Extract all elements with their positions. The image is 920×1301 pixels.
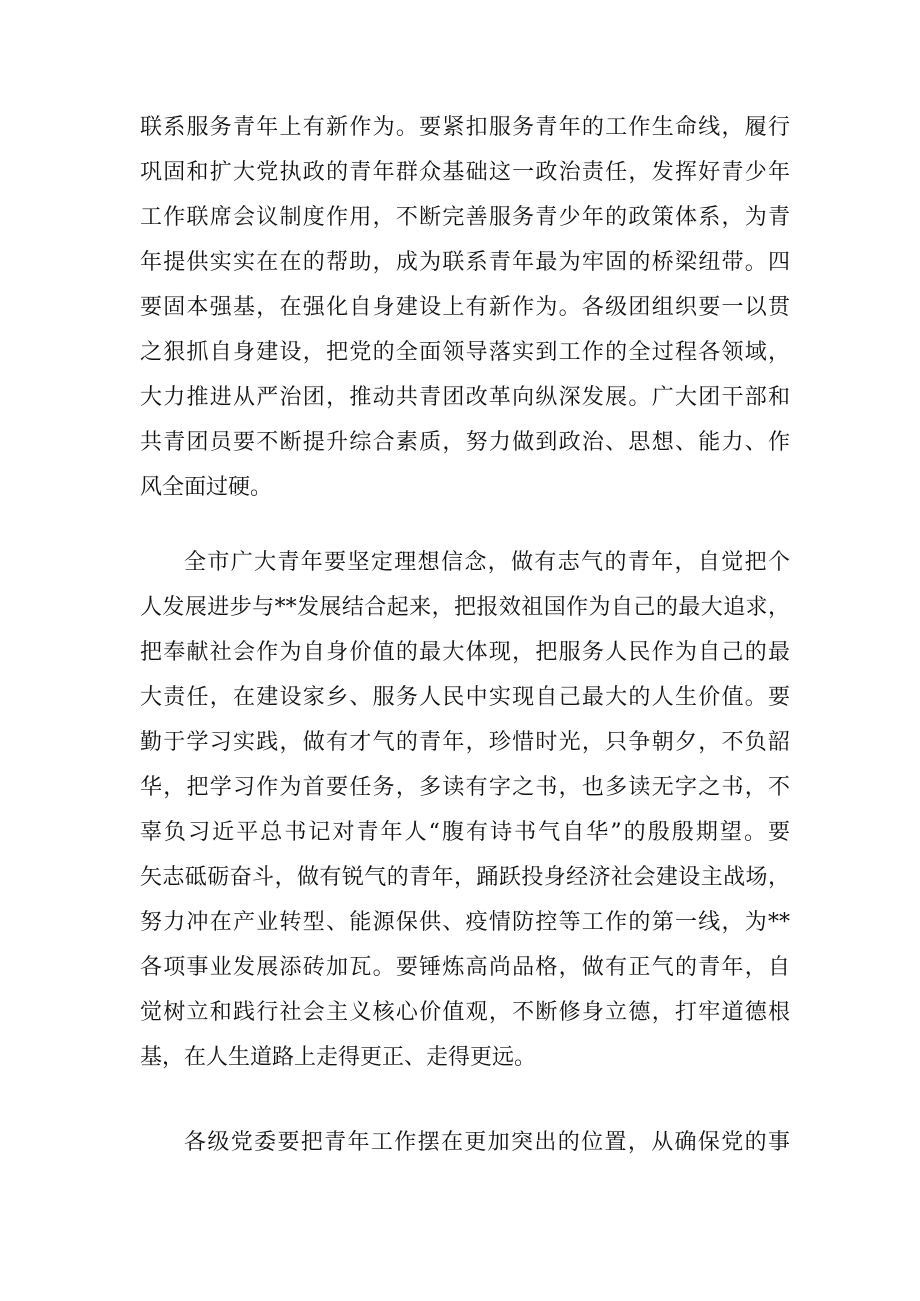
text-line: 华，把学习作为首要任务，多读有字之书，也多读无字之书，不 <box>140 775 790 800</box>
text-line: 全市广大青年要坚定理想信念，做有志气的青年，自觉把个 <box>184 550 790 575</box>
text-line: 觉树立和践行社会主义核心价值观，不断修身立德，打牢道德根 <box>140 1000 790 1025</box>
text-line: 各级党委要把青年工作摆在更加突出的位置，从确保党的事 <box>184 1130 790 1155</box>
text-line: 勤于学习实践，做有才气的青年，珍惜时光，只争朝夕，不负韶 <box>140 730 790 755</box>
text-line: 风全面过硬。 <box>140 475 273 500</box>
text-line: 大责任，在建设家乡、服务人民中实现自己最大的人生价值。要 <box>140 685 790 710</box>
text-line: 共青团员要不断提升综合素质，努力做到政治、思想、能力、作 <box>140 430 790 455</box>
text-line: 工作联席会议制度作用，不断完善服务青少年的政策体系，为青 <box>140 205 790 230</box>
text-line: 基，在人生道路上走得更正、走得更远。 <box>140 1045 537 1070</box>
text-line: 年提供实实在在的帮助，成为联系青年最为牢固的桥梁纽带。四 <box>140 250 790 275</box>
text-line: 联系服务青年上有新作为。要紧扣服务青年的工作生命线，履行 <box>140 115 790 140</box>
text-line: 努力冲在产业转型、能源保供、疫情防控等工作的第一线，为** <box>140 910 790 935</box>
text-line: 大力推进从严治团，推动共青团改革向纵深发展。广大团干部和 <box>140 385 790 410</box>
text-line: 要固本强基，在强化自身建设上有新作为。各级团组织要一以贯 <box>140 295 790 320</box>
text-line: 之狠抓自身建设，把党的全面领导落实到工作的全过程各领域， <box>140 340 790 365</box>
text-line: 矢志砥砺奋斗，做有锐气的青年，踊跃投身经济社会建设主战场， <box>140 865 790 890</box>
text-line: 辜负习近平总书记对青年人“腹有诗书气自华”的殷殷期望。要 <box>140 820 790 845</box>
text-line: 把奉献社会作为自身价值的最大体现，把服务人民作为自己的最 <box>140 640 790 665</box>
text-line: 人发展进步与**发展结合起来，把报效祖国作为自己的最大追求， <box>140 595 790 620</box>
text-line: 各项事业发展添砖加瓦。要锤炼高尚品格，做有正气的青年，自 <box>140 955 790 980</box>
text-line: 巩固和扩大党执政的青年群众基础这一政治责任，发挥好青少年 <box>140 160 790 185</box>
